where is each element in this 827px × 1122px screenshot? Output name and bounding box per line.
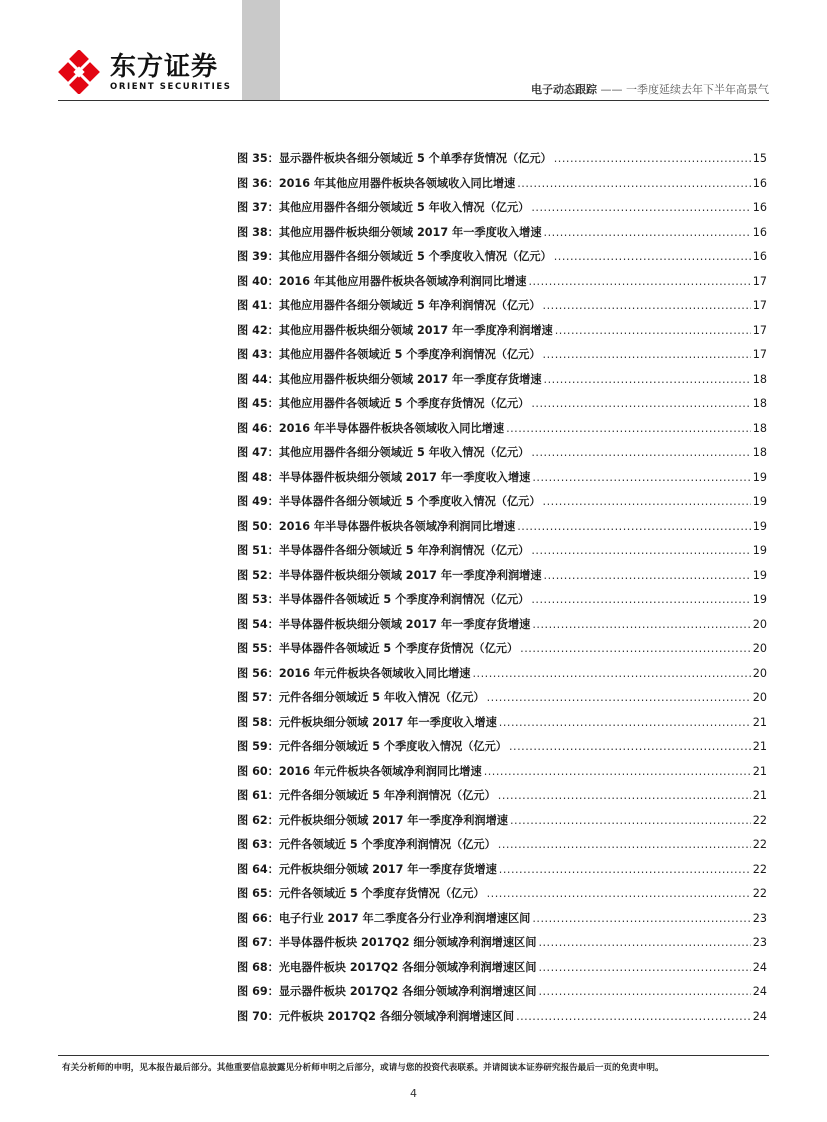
toc-entry[interactable]: [237, 518, 767, 543]
toc-entry-page: 18: [752, 446, 767, 459]
toc-leader-dots: [531, 446, 750, 459]
toc-entry[interactable]: [237, 763, 767, 788]
toc-leader-dots: [543, 299, 751, 312]
toc-leader-dots: [544, 373, 751, 386]
toc-leader-dots: [509, 740, 751, 753]
toc-leader-dots: [499, 863, 751, 876]
toc-entry-page: 24: [752, 1009, 767, 1023]
toc-entry-label: 图 50：2016 年半导体器件板块各领域净利润同比增速: [237, 519, 516, 533]
toc-entry-label: 图 51：半导体器件各细分领域近 5 年净利润情况（亿元）: [237, 544, 530, 557]
toc-entry-label: 图 39：其他应用器件各细分领域近 5 个季度收入情况（亿元）: [237, 250, 552, 263]
toc-entry-page: 17: [752, 323, 767, 337]
orient-securities-logo-icon: [58, 50, 102, 94]
toc-entry-page: 18: [752, 421, 767, 435]
toc-entry-label: 图 46：2016 年半导体器件板块各领域收入同比增速: [237, 421, 505, 435]
toc-leader-dots: [554, 250, 751, 263]
toc-entry-label: 图 59：元件各细分领域近 5 个季度收入情况（亿元）: [237, 740, 507, 753]
toc-entry-label: 图 62：元件板块细分领域 2017 年一季度净利润增速: [237, 813, 508, 827]
toc-entry[interactable]: [237, 322, 767, 347]
header-gray-tab: [242, 0, 280, 101]
toc-entry-label: 图 38：其他应用器件板块细分领域 2017 年一季度收入增速: [237, 225, 542, 239]
toc-entry-label: 图 63：元件各领域近 5 个季度净利润情况（亿元）: [237, 838, 496, 851]
toc-entry-label: 图 66：电子行业 2017 年二季度各分行业净利润增速区间: [237, 911, 531, 925]
footer-rule: [58, 1055, 769, 1056]
header-separator: ——: [600, 83, 623, 96]
toc-entry[interactable]: [237, 346, 767, 371]
report-series: 电子动态跟踪: [531, 83, 597, 96]
toc-leader-dots: [532, 912, 750, 925]
toc-entry-label: 图 52：半导体器件板块细分领域 2017 年一季度净利润增速: [237, 568, 542, 582]
toc-entry-label: 图 35：显示器件板块各细分领域近 5 个单季存货情况（亿元）: [237, 152, 552, 165]
toc-entry-page: 21: [752, 740, 767, 753]
toc-entry-label: 图 48：半导体器件板块细分领域 2017 年一季度收入增速: [237, 470, 531, 484]
toc-entry-label: 图 49：半导体器件各细分领域近 5 个季度收入情况（亿元）: [237, 495, 541, 508]
toc-entry-label: 图 58：元件板块细分领域 2017 年一季度收入增速: [237, 715, 497, 729]
toc-entry[interactable]: [237, 640, 767, 665]
toc-entry-page: 22: [752, 813, 767, 827]
toc-leader-dots: [498, 789, 751, 802]
toc-entry-page: 16: [752, 201, 767, 214]
toc-entry-label: 图 57：元件各细分领域近 5 年收入情况（亿元）: [237, 691, 485, 704]
brand-name-en: ORIENT SECURITIES: [110, 82, 232, 92]
toc-entry-label: 图 42：其他应用器件板块细分领域 2017 年一季度净利润增速: [237, 323, 553, 337]
toc-entry-label: 图 41：其他应用器件各细分领域近 5 年净利润情况（亿元）: [237, 299, 541, 312]
toc-entry[interactable]: [237, 689, 767, 714]
toc-entry-page: 20: [752, 642, 767, 655]
toc-entry-label: 图 45：其他应用器件各领域近 5 个季度存货情况（亿元）: [237, 397, 530, 410]
toc-leader-dots: [506, 422, 751, 435]
toc-leader-dots: [517, 177, 751, 190]
toc-entry-page: 22: [752, 862, 767, 876]
toc-leader-dots: [516, 1010, 751, 1023]
toc-leader-dots: [544, 569, 751, 582]
toc-entry-label: 图 37：其他应用器件各细分领域近 5 年收入情况（亿元）: [237, 201, 530, 214]
toc-entry[interactable]: [237, 175, 767, 200]
toc-entry-label: 图 54：半导体器件板块细分领域 2017 年一季度存货增速: [237, 617, 531, 631]
toc-entry[interactable]: [237, 199, 767, 224]
toc-entry-page: 24: [752, 985, 767, 998]
toc-leader-dots: [538, 961, 750, 974]
toc-entry-label: 图 64：元件板块细分领域 2017 年一季度存货增速: [237, 862, 497, 876]
toc-entry[interactable]: [237, 959, 767, 984]
toc-entry-page: 18: [752, 397, 767, 410]
toc-entry-label: 图 68：光电器件板块 2017Q2 各细分领域净利润增速区间: [237, 960, 537, 974]
toc-entry[interactable]: [237, 224, 767, 249]
toc-entry-page: 19: [752, 470, 767, 484]
toc-entry-page: 21: [752, 715, 767, 729]
toc-leader-dots: [487, 887, 751, 900]
toc-entry-page: 19: [752, 495, 767, 508]
toc-entry-page: 23: [752, 911, 767, 925]
toc-entry-page: 15: [752, 152, 767, 165]
toc-entry-label: 图 36：2016 年其他应用器件板块各领域收入同比增速: [237, 176, 516, 190]
toc-entry-label: 图 69：显示器件板块 2017Q2 各细分领域净利润增速区间: [237, 985, 537, 998]
toc-entry-page: 21: [752, 764, 767, 778]
toc-entry[interactable]: [237, 273, 767, 298]
toc-leader-dots: [543, 495, 751, 508]
toc-entry[interactable]: [237, 1008, 767, 1033]
toc-entry[interactable]: [237, 714, 767, 739]
toc-entry[interactable]: [237, 861, 767, 886]
toc-entry[interactable]: [237, 444, 767, 469]
toc-entry-page: 23: [752, 936, 767, 949]
toc-leader-dots: [487, 691, 751, 704]
toc-leader-dots: [538, 985, 750, 998]
page-number: 4: [410, 1087, 417, 1100]
toc-entry-label: 图 70：元件板块 2017Q2 各细分领域净利润增速区间: [237, 1009, 515, 1023]
toc-leader-dots: [531, 201, 750, 214]
toc-leader-dots: [498, 838, 751, 851]
toc-leader-dots: [555, 324, 751, 337]
toc-entry[interactable]: [237, 150, 767, 175]
toc-entry-page: 24: [752, 960, 767, 974]
toc-leader-dots: [543, 348, 751, 361]
toc-entry-page: 16: [752, 225, 767, 239]
toc-entry-page: 16: [752, 250, 767, 263]
toc-entry-label: 图 44：其他应用器件板块细分领域 2017 年一季度存货增速: [237, 372, 542, 386]
toc-entry-label: 图 47：其他应用器件各细分领域近 5 年收入情况（亿元）: [237, 446, 530, 459]
toc-entry-page: 17: [752, 348, 767, 361]
toc-leader-dots: [531, 397, 750, 410]
toc-entry[interactable]: [237, 616, 767, 641]
toc-leader-dots: [520, 642, 751, 655]
disclaimer-text: 有关分析师的申明，见本报告最后部分。其他重要信息披露见分析师申明之后部分，或请与您的投资代表联系。并请阅读本证券研究报告最后一页的免责申明。: [62, 1063, 664, 1073]
toc-entry[interactable]: [237, 665, 767, 690]
toc-entry-page: 18: [752, 372, 767, 386]
toc-entry-page: 21: [752, 789, 767, 802]
toc-entry[interactable]: [237, 395, 767, 420]
toc-entry-page: 22: [752, 887, 767, 900]
toc-entry-label: 图 60：2016 年元件板块各领域净利润同比增速: [237, 764, 482, 778]
toc-entry-label: 图 55：半导体器件各领域近 5 个季度存货情况（亿元）: [237, 642, 519, 655]
toc-entry[interactable]: [237, 885, 767, 910]
toc-entry-page: 17: [752, 274, 767, 288]
brand-name-cn: 东方证券: [110, 52, 219, 82]
toc-leader-dots: [510, 814, 751, 827]
toc-leader-dots: [532, 471, 750, 484]
toc-entry-label: 图 43：其他应用器件各领域近 5 个季度净利润情况（亿元）: [237, 348, 541, 361]
toc-leader-dots: [473, 667, 751, 680]
toc-entry[interactable]: [237, 591, 767, 616]
toc-leader-dots: [531, 544, 750, 557]
toc-entry[interactable]: [237, 836, 767, 861]
toc-entry-page: 19: [752, 544, 767, 557]
toc-entry-page: 16: [752, 176, 767, 190]
toc-entry[interactable]: [237, 469, 767, 494]
toc-entry[interactable]: [237, 542, 767, 567]
toc-entry[interactable]: [237, 567, 767, 592]
toc-entry[interactable]: [237, 248, 767, 273]
toc-entry-page: 19: [752, 519, 767, 533]
toc-entry-label: 图 40：2016 年其他应用器件板块各领域净利润同比增速: [237, 274, 527, 288]
toc-entry[interactable]: [237, 934, 767, 959]
toc-entry-page: 20: [752, 666, 767, 680]
toc-leader-dots: [554, 152, 751, 165]
toc-entry[interactable]: [237, 371, 767, 396]
toc-entry-page: 19: [752, 593, 767, 606]
toc-leader-dots: [544, 226, 751, 239]
toc-entry-page: 19: [752, 568, 767, 582]
toc-leader-dots: [538, 936, 750, 949]
toc-entry[interactable]: [237, 787, 767, 812]
toc-entry-label: 图 67：半导体器件板块 2017Q2 细分领域净利润增速区间: [237, 936, 537, 949]
toc-entry-label: 图 61：元件各细分领域近 5 年净利润情况（亿元）: [237, 789, 496, 802]
toc-entry[interactable]: [237, 297, 767, 322]
toc-entry[interactable]: [237, 738, 767, 763]
header-rule: [58, 100, 769, 101]
toc-entry[interactable]: [237, 493, 767, 518]
toc-entry-label: 图 65：元件各领域近 5 个季度存货情况（亿元）: [237, 887, 485, 900]
toc-leader-dots: [528, 275, 750, 288]
figure-index-list: [237, 150, 767, 1032]
toc-entry[interactable]: [237, 910, 767, 935]
toc-leader-dots: [532, 618, 750, 631]
report-title: 一季度延续去年下半年高景气: [626, 83, 769, 96]
toc-entry-page: 22: [752, 838, 767, 851]
report-header: [531, 81, 769, 97]
toc-entry-label: 图 56：2016 年元件板块各领域收入同比增速: [237, 666, 471, 680]
toc-entry[interactable]: [237, 812, 767, 837]
toc-leader-dots: [517, 520, 751, 533]
toc-leader-dots: [499, 716, 751, 729]
toc-leader-dots: [531, 593, 750, 606]
toc-entry-label: 图 53：半导体器件各领域近 5 个季度净利润情况（亿元）: [237, 593, 530, 606]
toc-entry-page: 20: [752, 617, 767, 631]
toc-entry[interactable]: [237, 420, 767, 445]
toc-leader-dots: [484, 765, 751, 778]
toc-entry-page: 20: [752, 691, 767, 704]
toc-entry[interactable]: [237, 983, 767, 1008]
toc-entry-page: 17: [752, 299, 767, 312]
